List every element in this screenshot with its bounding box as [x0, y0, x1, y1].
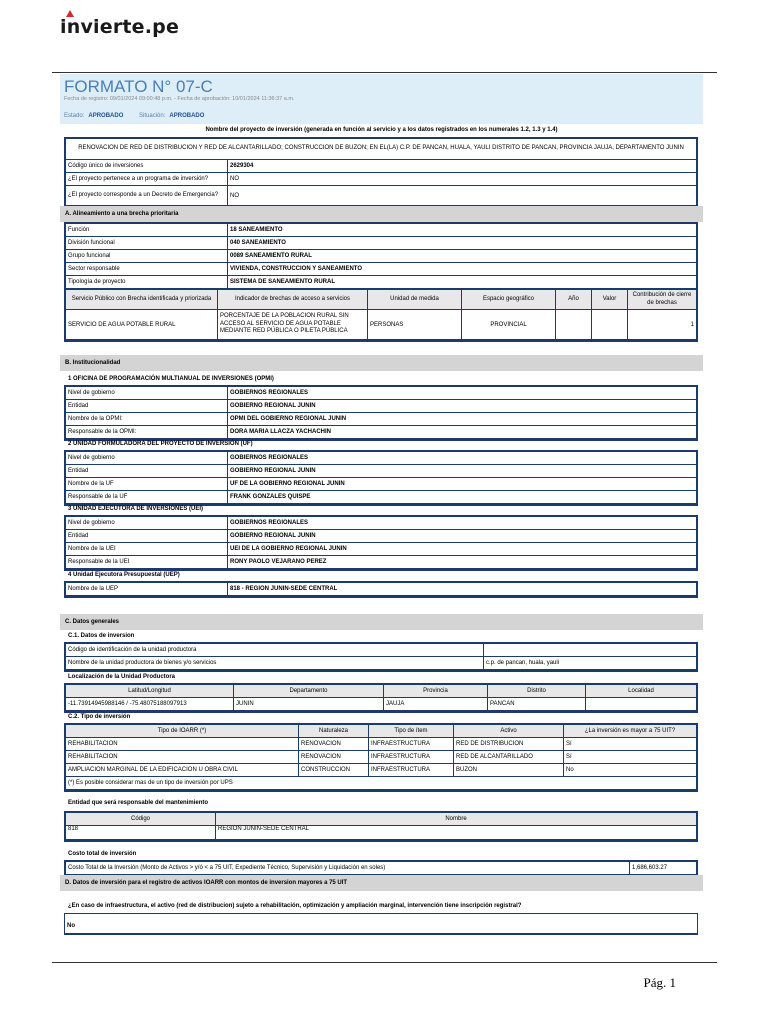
row-label: Responsable de la UF [66, 491, 228, 504]
table-row [66, 237, 697, 250]
row-value: GOBIERNO REGIONAL JUNIN [228, 530, 697, 543]
row-label: Entidad [66, 400, 228, 413]
table-cell: 1 [628, 310, 697, 340]
project-name: RENOVACION DE RED DE DISTRIBUCION Y RED DE ALCANTARILLADO; CONSTRUCCION DE BUZON; EN EL(LA) C.P. DE PANCAN, HUALA, YAULI DISTRITO DE PANCAN, PROVINCIA JAUJA, DEPARTAMENTO JUNIN [66, 139, 697, 160]
estado-value: APROBADO [88, 113, 124, 119]
table-cell: -11.73914945988146 / -75.48075188097913 [66, 698, 234, 711]
table-row [66, 465, 697, 478]
row-value: 18 SANEAMIENTO [228, 224, 697, 237]
costo-title: Costo total de inversión [68, 851, 137, 857]
row-value: FRANK GONZALES QUISPE [228, 491, 697, 504]
table-row [66, 556, 697, 569]
page-title: FORMATO N° 07-C [64, 77, 213, 96]
column-header: Tipo de IOARR (*) [66, 725, 299, 738]
table-row [66, 517, 697, 530]
registration-dates: Fecha de registro: 09/01/2024 09:00:48 p.m. - Fecha de aprobación: 10/01/2024 11:36:37 a.m. [64, 96, 295, 102]
table-cell: CONSTRUCCION [299, 764, 369, 777]
column-header: Provincia [384, 685, 488, 698]
table-row [66, 173, 697, 186]
table-cell: INFRAESTRUCTURA [369, 764, 454, 777]
row-value: UF DE LA GOBIERNO REGIONAL JUNIN [228, 478, 697, 491]
table-row [66, 777, 697, 790]
row-value [484, 644, 697, 657]
column-header: Valor [592, 290, 628, 310]
row-label: Nivel de gobierno [66, 387, 228, 400]
opmi-title: 1 OFICINA DE PROGRAMACIÓN MULTIANUAL DE INVERSIONES (OPMI) [68, 376, 274, 382]
row-label: ¿El proyecto corresponde a un Decreto de Emergencia? [66, 186, 228, 206]
row-value: 1,686,603.27 [630, 862, 697, 875]
column-header: Latitud/Longitud [66, 685, 234, 698]
table-row [66, 400, 697, 413]
uf-table [64, 450, 698, 506]
row-label: Entidad [66, 530, 228, 543]
uf-title: 2 UNIDAD FORMULADORA DEL PROYECTO DE INVERSIÓN (UF) [68, 441, 253, 447]
row-value: 818 - REGION JUNIN-SEDE CENTRAL [228, 583, 697, 596]
row-value: GOBIERNOS REGIONALES [228, 452, 697, 465]
footer-divider [52, 962, 717, 963]
brecha-row [66, 310, 697, 340]
column-header: Código [66, 813, 216, 826]
table-cell: REHABILITACION [66, 738, 299, 751]
table-row [66, 583, 697, 596]
table-row [66, 263, 697, 276]
table-cell: PERSONAS [368, 310, 462, 340]
row-value: GOBIERNO REGIONAL JUNIN [228, 400, 697, 413]
table-cell: INFRAESTRUCTURA [369, 751, 454, 764]
table-header-row [66, 813, 697, 826]
uep-table [64, 581, 698, 598]
row-label: Nombre de la UEI [66, 543, 228, 556]
table-cell: PORCENTAJE DE LA POBLACION RURAL SIN ACCESO AL SERVICIO DE AGUA POTABLE MEDIANTE RED PÚBLICA O PILETA PÚBLICA [218, 310, 368, 340]
table-row [66, 751, 697, 764]
table-row [66, 413, 697, 426]
row-value: NO [228, 173, 697, 186]
row-value: NO [228, 186, 697, 206]
c2-note: (*) Es posible considerar mas de un tipo de inversión por UPS [66, 777, 697, 790]
c2-title: C.2. Tipo de inversión [68, 714, 131, 720]
table-row [66, 250, 697, 263]
row-value: GOBIERNO REGIONAL JUNIN [228, 465, 697, 478]
c2-table [64, 723, 698, 792]
table-cell [592, 310, 628, 340]
column-header: Espacio geográfico [462, 290, 556, 310]
table-cell [586, 698, 697, 711]
row-label: División funcional [66, 237, 228, 250]
project-name-caption: Nombre del proyecto de inversión (generada en función al servicio y a los datos registrados en los numerales 1.2, 1.3 y 1.4) [205, 127, 558, 133]
table-row [66, 276, 697, 289]
page-number: Pág. 1 [643, 975, 676, 990]
c1-table [64, 642, 698, 672]
uep-title: 4 Unidad Ejecutora Presupuestal (UEP) [68, 572, 180, 578]
column-header: Año [556, 290, 592, 310]
table-cell: RENOVACION [299, 738, 369, 751]
estado-label: Estado: [64, 113, 85, 119]
row-value: c.p. de pancan, huala, yauli [484, 657, 697, 670]
row-label: Responsable de la UEI [66, 556, 228, 569]
table-row [66, 452, 697, 465]
table-row [66, 478, 697, 491]
table-row [66, 160, 697, 173]
table-cell: AMPLIACION MARGINAL DE LA EDIFICACION U OBRA CIVIL [66, 764, 299, 777]
table-cell: No [564, 764, 697, 777]
section-b-header: B. Institucionalidad [60, 355, 703, 371]
mantenimiento-table [64, 811, 698, 842]
section-a-table [64, 222, 698, 342]
row-value: SISTEMA DE SANEAMIENTO RURAL [228, 276, 697, 289]
opmi-table [64, 385, 698, 441]
table-row [66, 491, 697, 504]
table-cell: JAUJA [384, 698, 488, 711]
section-d-question: ¿En caso de infraestructura, el activo (red de distribucion) sujeto a rehabilitación, optimización y ampliación marginal, intervención tiene inscripción registral? [68, 903, 522, 909]
table-row [66, 644, 697, 657]
localizacion-title: Localización de la Unidad Productora [68, 674, 176, 680]
column-header: Unidad de medida [368, 290, 462, 310]
row-value: 040 SANEAMIENTO [228, 237, 697, 250]
row-value: DORA MARIA LLACZA YACHACHIN [228, 426, 697, 439]
row-label: Entidad [66, 465, 228, 478]
section-a-header: A. Alineamiento a una brecha prioritaria [60, 206, 703, 222]
table-row [66, 826, 697, 840]
row-label: Nombre de la UEP [66, 583, 228, 596]
row-label: Grupo funcional [66, 250, 228, 263]
table-row [66, 186, 697, 206]
section-d-answer: No [67, 923, 75, 929]
table-cell: REGION JUNIN-SEDE CENTRAL [216, 826, 697, 840]
row-value: UEI DE LA GOBIERNO REGIONAL JUNIN [228, 543, 697, 556]
row-label: Responsable de la OPMI: [66, 426, 228, 439]
table-row [66, 657, 697, 670]
table-cell: RED DE ALCANTARILLADO [454, 751, 564, 764]
table-cell: RED DE DISTRIBUCION [454, 738, 564, 751]
column-header: Contribución de cierre de brechas [628, 290, 697, 310]
table-cell: INFRAESTRUCTURA [369, 738, 454, 751]
row-value: GOBIERNOS REGIONALES [228, 387, 697, 400]
table-cell [556, 310, 592, 340]
status-line [64, 113, 204, 119]
table-row [66, 862, 697, 875]
row-value: 2629304 [228, 160, 697, 173]
table-cell: JUNIN [234, 698, 384, 711]
section-c-header: C. Datos generales [60, 614, 703, 630]
section-d-header: D. Datos de inversión para el registro de activos IOARR con montos de inversion mayores a 75 UIT [60, 875, 703, 891]
column-header: Tipo de ítem [369, 725, 454, 738]
column-header: Servicio Público con Brecha identificada y priorizada [66, 290, 218, 310]
row-value: VIVIENDA, CONSTRUCCION Y SANEAMIENTO [228, 263, 697, 276]
row-value: GOBIERNOS REGIONALES [228, 517, 697, 530]
c1-title: C.1. Datos de inversion [68, 633, 135, 639]
mantenimiento-title: Entidad que será responsable del mantenimiento [68, 800, 209, 806]
uei-table [64, 515, 698, 571]
table-cell: BUZON [454, 764, 564, 777]
row-label: Nombre de la unidad productora de bienes y/o servicios [66, 657, 484, 670]
header-divider [52, 72, 717, 73]
situacion-value: APROBADO [169, 113, 205, 119]
row-value: RONY PAOLO VEJARANO PEREZ [228, 556, 697, 569]
table-cell: RENOVACION [299, 751, 369, 764]
brecha-header-row [66, 290, 697, 310]
column-header: Departamento [234, 685, 384, 698]
table-row [66, 426, 697, 439]
project-block [64, 137, 698, 208]
column-header: Activo [454, 725, 564, 738]
table-cell: PROVINCIAL [462, 310, 556, 340]
table-cell: Sí [564, 738, 697, 751]
localizacion-table [64, 683, 698, 713]
table-row [66, 530, 697, 543]
table-header-row [66, 685, 697, 698]
column-header: ¿La inversión es mayor a 75 UIT? [564, 725, 697, 738]
row-label: Nombre de la OPMI: [66, 413, 228, 426]
logo-text: invierte.pe [60, 16, 180, 38]
table-cell: 818 [66, 826, 216, 840]
table-cell: Sí [564, 751, 697, 764]
table-cell: REHABILITACION [66, 751, 299, 764]
invierte-pe-logo [60, 16, 179, 38]
row-label: Nombre de la UF [66, 478, 228, 491]
row-label: Nivel de gobierno [66, 452, 228, 465]
row-value: 0089 SANEAMIENTO RURAL [228, 250, 697, 263]
row-label: ¿El proyecto pertenece a un programa de inversión? [66, 173, 228, 186]
table-cell: PANCAN [488, 698, 586, 711]
situacion-label: Situación: [139, 113, 166, 119]
table-row [66, 387, 697, 400]
table-row [66, 224, 697, 237]
uei-title: 3 UNIDAD EJECUTORA DE INVERSIONES (UEI) [68, 506, 204, 512]
table-header-row [66, 725, 697, 738]
column-header: Naturaleza [299, 725, 369, 738]
table-row [66, 698, 697, 711]
table-row [66, 764, 697, 777]
row-value: OPMI DEL GOBIERNO REGIONAL JUNIN [228, 413, 697, 426]
table-row [66, 738, 697, 751]
row-label: Código de identificación de la unidad productora [66, 644, 484, 657]
row-label: Sector responsable [66, 263, 228, 276]
section-d-answer-box [64, 913, 698, 935]
table-cell: SERVICIO DE AGUA POTABLE RURAL [66, 310, 218, 340]
row-label: Función [66, 224, 228, 237]
row-label: Costo Total de la Inversión (Monto de Activos > y/ó < a 75 UIT, Expediente Técnico, Supervisión y Liquidación en soles) [66, 862, 630, 875]
column-header: Localidad [586, 685, 697, 698]
peru-flag-icon [66, 10, 74, 17]
row-label: Código único de inversiones [66, 160, 228, 173]
column-header: Indicador de brechas de acceso a servicios [218, 290, 368, 310]
column-header: Distrito [488, 685, 586, 698]
column-header: Nombre [216, 813, 697, 826]
row-label: Nivel de gobierno [66, 517, 228, 530]
table-row [66, 543, 697, 556]
row-label: Tipología de proyecto [66, 276, 228, 289]
